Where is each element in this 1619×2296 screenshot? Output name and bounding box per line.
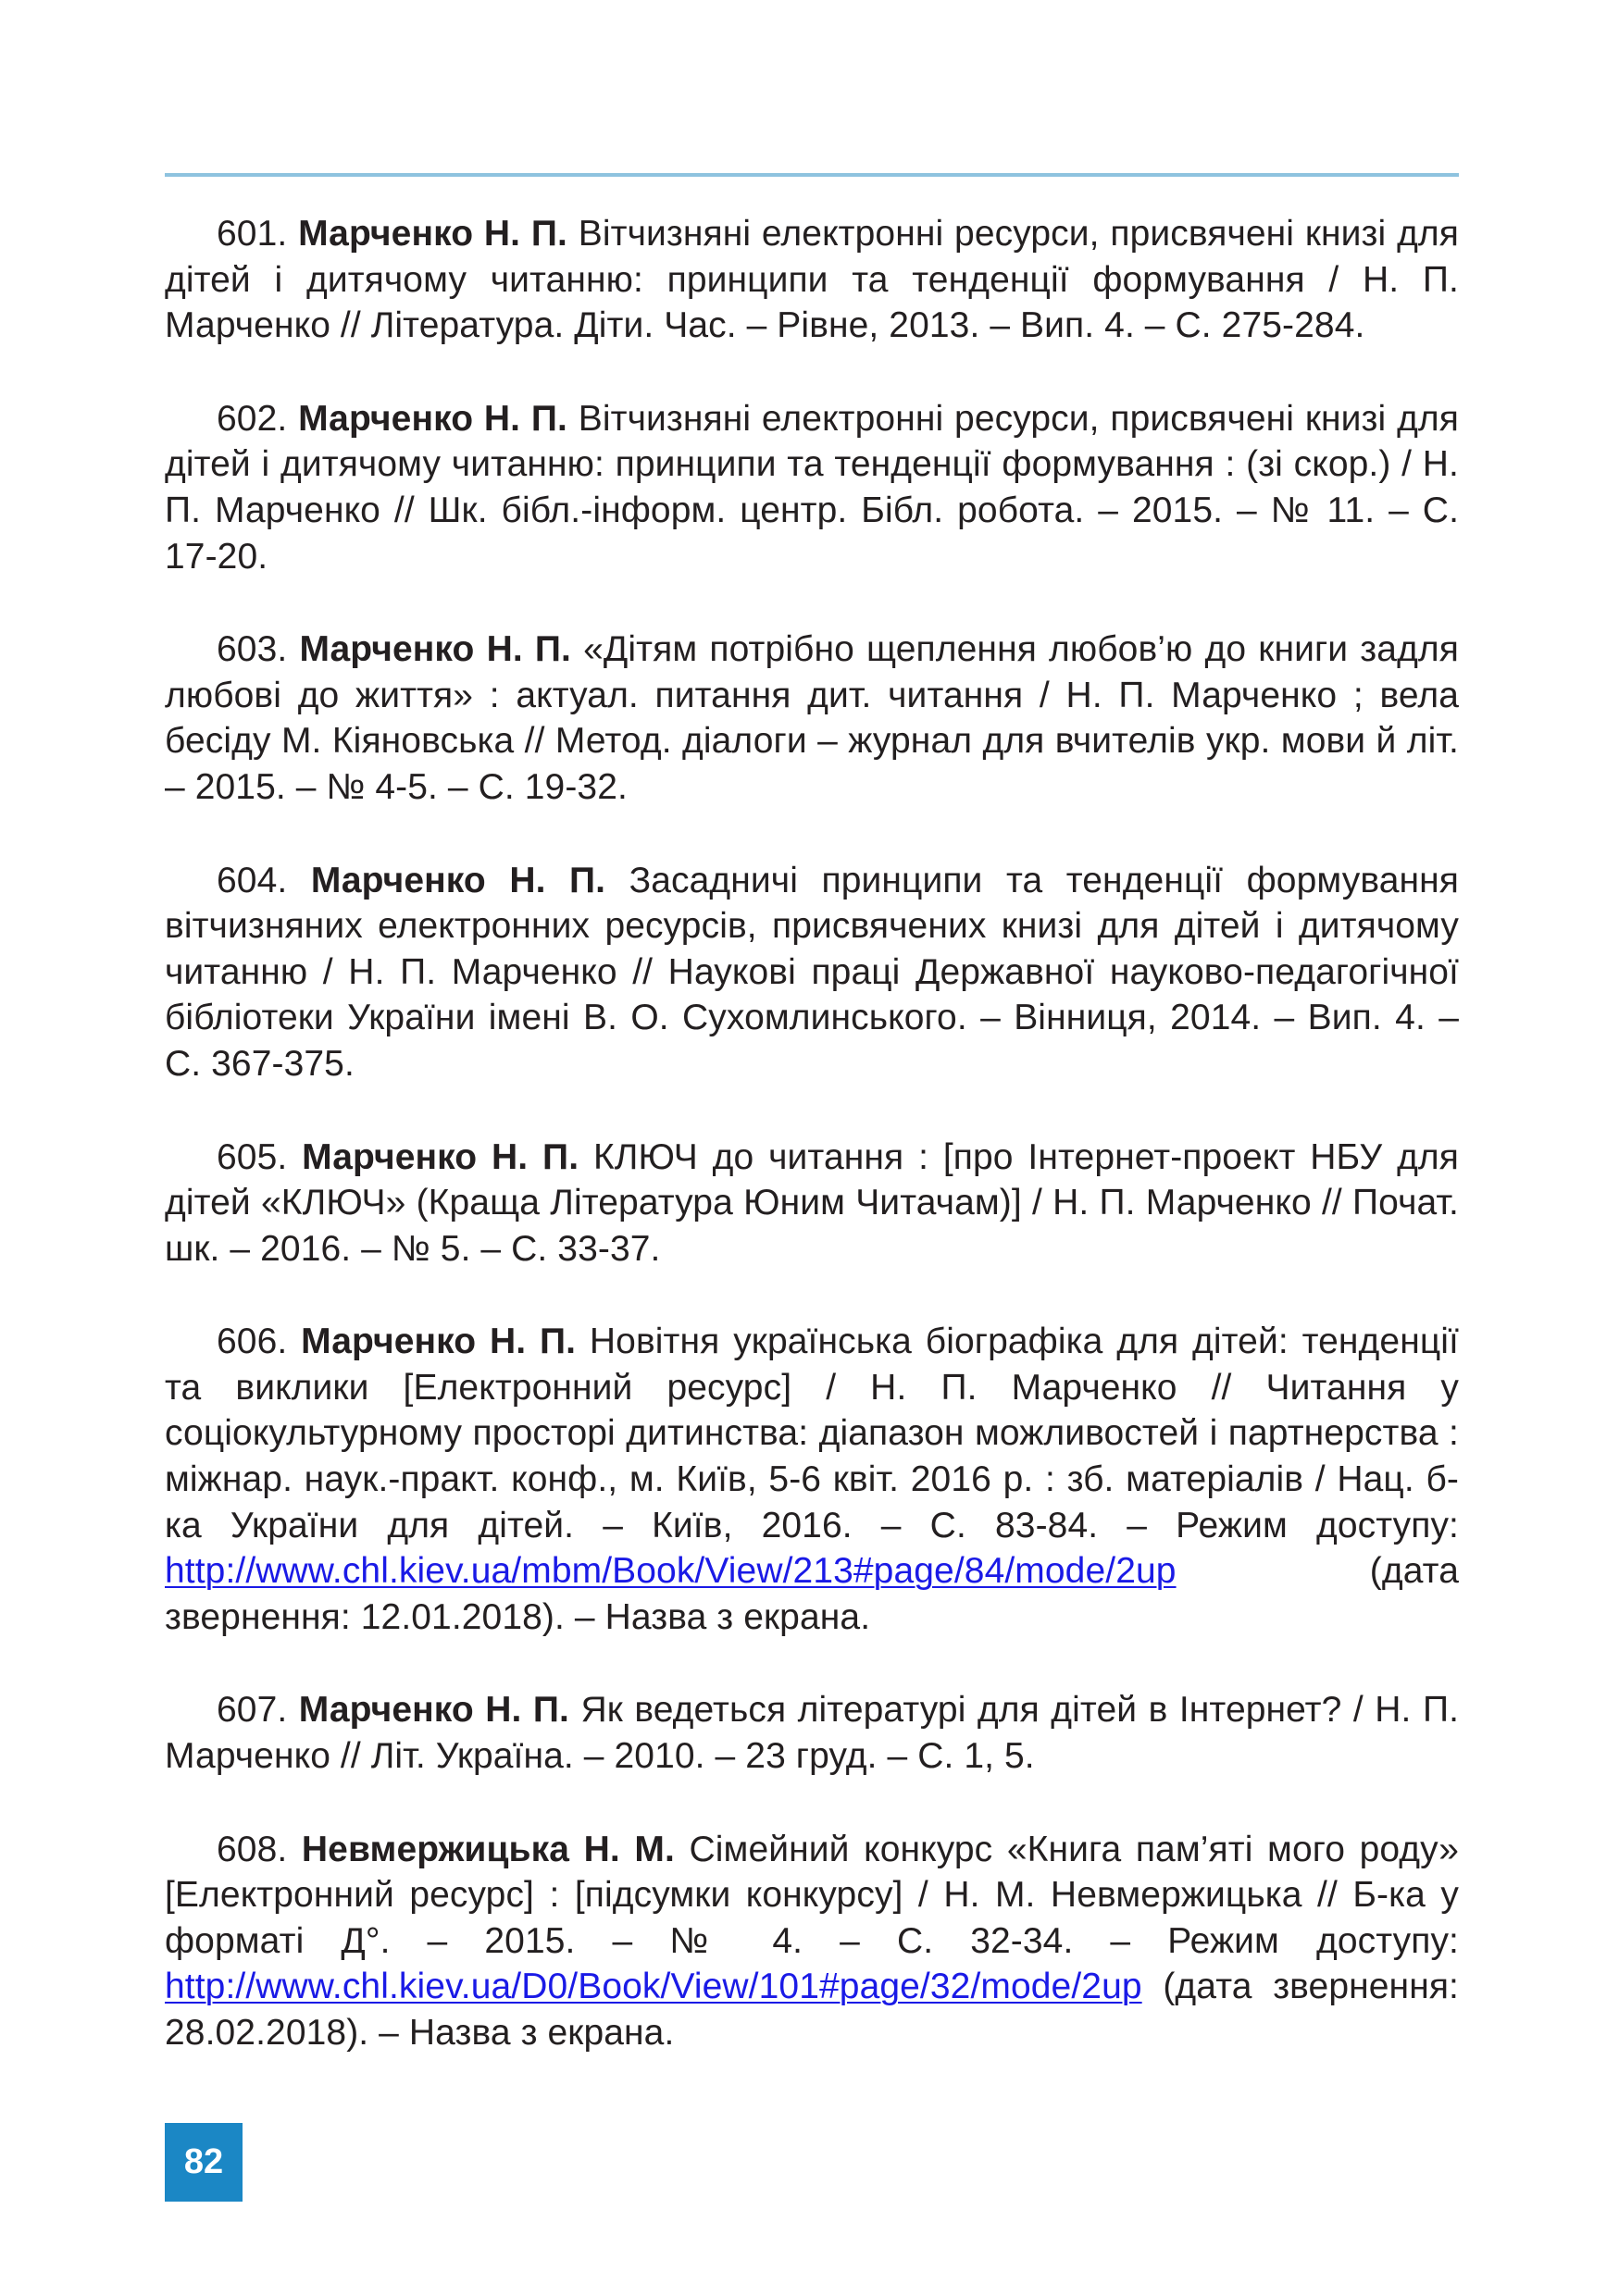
header-rule — [165, 173, 1459, 177]
bibliography-entry-604 — [165, 858, 1459, 1087]
bibliography-entry-608 — [165, 1827, 1459, 2056]
entry-text: КЛЮЧ до читання : [про Інтернет-проект НБУ для дітей «КЛЮЧ» (Краща Література Юним Читачам)] / Н. П. Марченко // Почат. шк. – 2016. – № 5. – С. 33-37. — [165, 1136, 1459, 1269]
entry-text: Сімейний конкурс «Книга пам’яті мого роду» [Електронний ресурс] : [підсумки конкурсу] / Н. М. Невмержицька // Б-ка у форматі Д°. – 2015. – № 4. – С. 32-34. – Режим доступу: — [165, 1829, 1459, 1961]
entry-number: 607. — [217, 1690, 288, 1731]
entry-access-note: (дата звернення: 12.01.2018). – Назва з екрана. — [165, 1551, 1459, 1637]
bibliography-entry-603 — [165, 627, 1459, 810]
entry-number: 606. — [217, 1322, 288, 1362]
entry-author: Марченко Н. П. — [301, 1322, 577, 1362]
entry-author: Марченко Н. П. — [299, 629, 571, 670]
entry-number: 603. — [217, 629, 288, 670]
entry-number: 605. — [217, 1136, 288, 1177]
page-number-badge — [165, 2123, 243, 2202]
entry-number: 602. — [217, 398, 288, 439]
bibliography-entry-605 — [165, 1135, 1459, 1272]
entry-access-note: (дата звернення: 28.02.2018). – Назва з екрана. — [165, 1967, 1459, 2053]
entry-text: Вітчизняні електронні ресурси, присвячені книзі для дітей і дитячому читанню: принципи та тенденції формування : (зі скор.) / Н. П. Марченко // Шк. бібл.-інформ. центр. Бібл. робота. – 2015. – № 11. – С. 17-20. — [165, 398, 1460, 577]
bibliography-list — [165, 211, 1459, 2104]
entry-number: 604. — [217, 860, 288, 900]
bibliography-entry-607 — [165, 1687, 1459, 1779]
entry-url-link[interactable]: http://www.chl.kiev.ua/mbm/Book/View/213#page/84/mode/2up — [165, 1551, 1177, 1592]
bibliography-entry-606 — [165, 1319, 1459, 1640]
entry-author: Марченко Н. П. — [298, 398, 567, 439]
entry-text: Вітчизняні електронні ресурси, присвячені книзі для дітей і дитячому читанню: принципи та тенденції формування / Н. П. Марченко // Література. Діти. Час. – Рівне, 2013. – Вип. 4. – С. 275-284. — [165, 214, 1460, 346]
entry-number: 608. — [217, 1829, 288, 1869]
entry-url-link[interactable]: http://www.chl.kiev.ua/D0/Book/View/101#page/32/mode/2up — [165, 1967, 1142, 2007]
entry-number: 601. — [217, 214, 288, 254]
page-number: 82 — [183, 2142, 224, 2181]
entry-text: Засадничі принципи та тенденції формування вітчизняних електронних ресурсів, присвячених книзі для дітей і дитячому читанню / Н. П. Марченко // Наукові праці Державної науково-педагогічної бібліотеки України імені В. О. Сухомлинського. – Вінниця, 2014. – Вип. 4. – С. 367-375. — [165, 860, 1459, 1084]
entry-text: Новітня українська біографіка для дітей: тенденції та виклики [Електронний ресурс] / Н. П. Марченко // Читання у соціокультурному просторі дитинства: діапазон можливостей і партнерства : міжнар. наук.-практ. конф., м. Київ, 5-6 квіт. 2016 р. : зб. матеріалів / Нац. б-ка України для дітей. – Київ, 2016. – С. 83-84. – Режим доступу: — [165, 1322, 1459, 1545]
entry-author: Марченко Н. П. — [310, 860, 606, 900]
bibliography-entry-602 — [165, 396, 1459, 579]
entry-author: Марченко Н. П. — [302, 1136, 579, 1177]
entry-author: Невмержицька Н. М. — [301, 1829, 675, 1869]
entry-text: «Дітям потрібно щеплення любов’ю до книги задля любові до життя» : актуал. питання дит. читання / Н. П. Марченко ; вела бесіду М. Кіяновська // Метод. діалоги – журнал для вчителів укр. мови й літ. – 2015. – № 4-5. – С. 19-32. — [165, 629, 1459, 807]
bibliography-entry-601 — [165, 211, 1459, 349]
entry-author: Марченко Н. П. — [298, 1690, 569, 1731]
entry-text: Як ведеться літературі для дітей в Інтернет? / Н. П. Марченко // Літ. Україна. – 2010. – 23 груд. – С. 1, 5. — [165, 1690, 1460, 1777]
entry-author: Марченко Н. П. — [298, 214, 567, 254]
